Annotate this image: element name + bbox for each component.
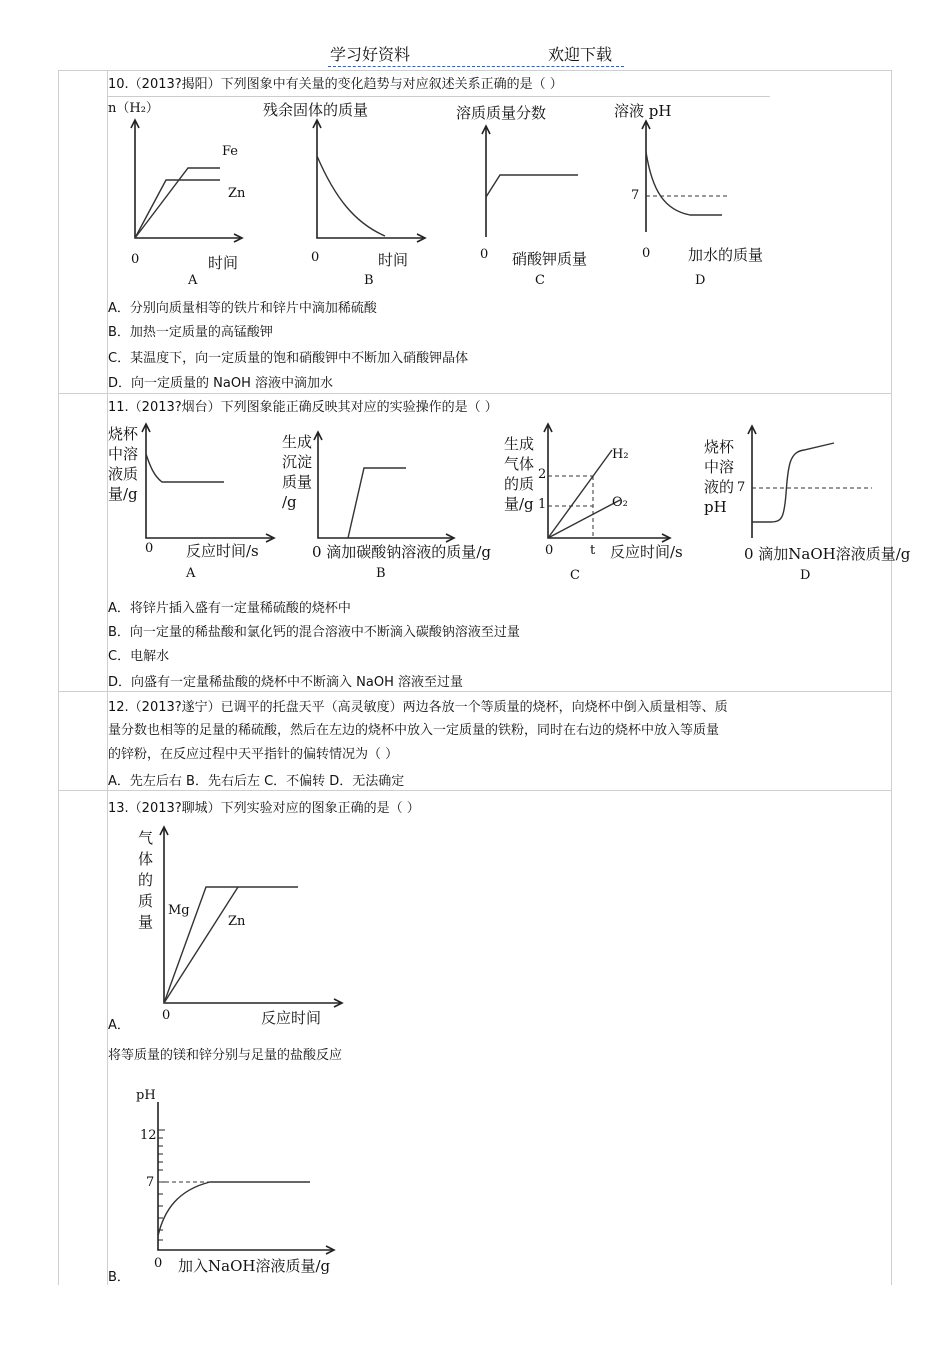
q10-d-origin: 0 bbox=[642, 246, 651, 261]
q13-a-origin: 0 bbox=[162, 1008, 171, 1023]
q11-c-ylabel: 生成 气体 的质 量/g bbox=[504, 435, 535, 513]
q11-c-t-mark: t bbox=[590, 543, 596, 558]
q13-a-zn-label: Zn bbox=[228, 914, 246, 929]
q10-a-ylabel: n（H₂） bbox=[108, 101, 159, 116]
q13-a-xlabel: 反应时间 bbox=[261, 1009, 322, 1027]
q11-b-xlabel: 0 滴加碳酸钠溶液的质量/g bbox=[312, 543, 491, 561]
q11-a-origin: 0 bbox=[145, 541, 154, 556]
q11-b-letter: B bbox=[376, 566, 386, 581]
q13-b-tick-12: 12 bbox=[140, 1128, 157, 1143]
q13-b-origin: 0 bbox=[154, 1256, 163, 1271]
q11-c-origin: 0 bbox=[545, 543, 554, 558]
q11-c-tick-2: 2 bbox=[538, 467, 547, 482]
header-left: 学习好资料 bbox=[330, 45, 411, 64]
q11-graph-c bbox=[540, 422, 675, 542]
q10-option-b: B．加热一定质量的高锰酸钾 bbox=[108, 325, 273, 340]
q11-graph-d bbox=[744, 424, 879, 544]
q10-option-c: C．某温度下，向一定质量的饱和硝酸钾中不断加入硝酸钾晶体 bbox=[108, 351, 469, 366]
q11-graph-b bbox=[312, 430, 457, 542]
q10-c-letter: C bbox=[535, 273, 545, 288]
q10-a-zn-label: Zn bbox=[228, 186, 246, 201]
q11-option-b: B．向一定量的稀盐酸和氯化钙的混合溶液中不断滴入碳酸钠溶液至过量 bbox=[108, 625, 520, 640]
q10-graph-a bbox=[118, 118, 253, 248]
q10-a-xlabel: 时间 bbox=[208, 254, 239, 272]
q11-a-xlabel: 反应时间/s bbox=[186, 542, 259, 560]
q10-c-xlabel: 硝酸钾质量 bbox=[512, 250, 588, 268]
q11-d-ylabel: 烧杯 中溶 液的 pH bbox=[704, 438, 735, 516]
q11-graph-a bbox=[140, 422, 280, 542]
q10-d-tick-7: 7 bbox=[631, 188, 640, 203]
q11-option-d: D．向盛有一定量稀盐酸的烧杯中不断滴入 NaOH 溶液至过量 bbox=[108, 675, 463, 690]
q11-b-ylabel: 生成 沉淀 质量 /g bbox=[282, 433, 313, 511]
q10-b-letter: B bbox=[364, 273, 374, 288]
q12-line-1: 12.（2013?遂宁）已调平的托盘天平（高灵敏度）两边各放一个等质量的烧杯，向烧杯中倒入质量相等、质 bbox=[108, 700, 728, 715]
q10-d-xlabel: 加水的质量 bbox=[688, 246, 764, 264]
q13-graph-b bbox=[150, 1098, 340, 1258]
q12-options: A．先左后右 B．先右后左 C．不偏转 D．无法确定 bbox=[108, 774, 405, 789]
q10-graph-d bbox=[638, 120, 738, 240]
header-right: 欢迎下载 bbox=[548, 45, 613, 64]
q10-title-rule bbox=[108, 96, 770, 97]
q10-a-fe-label: Fe bbox=[222, 144, 239, 159]
q10-graph-b bbox=[305, 118, 435, 248]
q11-option-c: C．电解水 bbox=[108, 649, 170, 664]
q13-a-mg-label: Mg bbox=[168, 903, 190, 918]
q10-title: 10.（2013?揭阳）下列图象中有关量的变化趋势与对应叙述关系正确的是（ ） bbox=[108, 77, 563, 92]
q10-graph-c bbox=[478, 125, 588, 245]
q13-a-ylabel: 气 体 的 质 量 bbox=[138, 829, 154, 931]
q10-option-a: A．分别向质量相等的铁片和锌片中滴加稀硫酸 bbox=[108, 301, 377, 316]
q13-b-xlabel: 加入NaOH溶液质量/g bbox=[178, 1257, 331, 1275]
q10-b-origin: 0 bbox=[311, 250, 320, 265]
q11-d-letter: D bbox=[800, 568, 811, 583]
q13-b-letter: B． bbox=[108, 1270, 130, 1285]
q10-c-origin: 0 bbox=[480, 247, 489, 262]
q13-a-caption: 将等质量的镁和锌分别与足量的盐酸反应 bbox=[108, 1048, 343, 1063]
q13-b-tick-7: 7 bbox=[146, 1175, 155, 1190]
q11-c-letter: C bbox=[570, 568, 580, 583]
q11-c-tick-1: 1 bbox=[538, 497, 547, 512]
q11-a-ylabel: 烧杯 中溶 液质 量/g bbox=[108, 425, 139, 503]
q13-title: 13.（2013?聊城）下列实验对应的图象正确的是（ ） bbox=[108, 801, 420, 816]
q11-title: 11.（2013?烟台）下列图象能正确反映其对应的实验操作的是（ ） bbox=[108, 400, 498, 415]
q10-b-xlabel: 时间 bbox=[378, 251, 409, 269]
q10-c-ylabel: 溶质质量分数 bbox=[456, 104, 547, 122]
q11-d-tick-7: 7 bbox=[737, 480, 746, 495]
q10-d-ylabel: 溶液 pH bbox=[614, 102, 672, 120]
q10-a-origin: 0 bbox=[131, 252, 140, 267]
q10-d-letter: D bbox=[695, 273, 706, 288]
q10-a-letter: A bbox=[188, 273, 198, 288]
q10-option-d: D．向一定质量的 NaOH 溶液中滴加水 bbox=[108, 376, 333, 391]
q11-c-o2-label: O₂ bbox=[612, 495, 628, 510]
header-rule bbox=[328, 66, 624, 67]
q12-line-2: 量分数也相等的足量的稀硫酸，然后在左边的烧杯中放入一定质量的铁粉，同时在右边的烧杯中放入等质量 bbox=[108, 723, 720, 738]
q11-a-letter: A bbox=[186, 566, 196, 581]
q13-b-ylabel: pH bbox=[136, 1088, 156, 1103]
q11-d-xlabel: 0 滴加NaOH溶液质量/g bbox=[744, 545, 911, 563]
q11-c-h2-label: H₂ bbox=[612, 447, 629, 462]
q13-a-letter: A． bbox=[108, 1018, 130, 1033]
q11-option-a: A．将锌片插入盛有一定量稀硫酸的烧杯中 bbox=[108, 601, 351, 616]
q11-c-xlabel: 反应时间/s bbox=[610, 543, 683, 561]
q10-b-ylabel: 残余固体的质量 bbox=[263, 101, 369, 119]
q12-line-3: 的锌粉，在反应过程中天平指针的偏转情况为（ ） bbox=[108, 747, 399, 762]
